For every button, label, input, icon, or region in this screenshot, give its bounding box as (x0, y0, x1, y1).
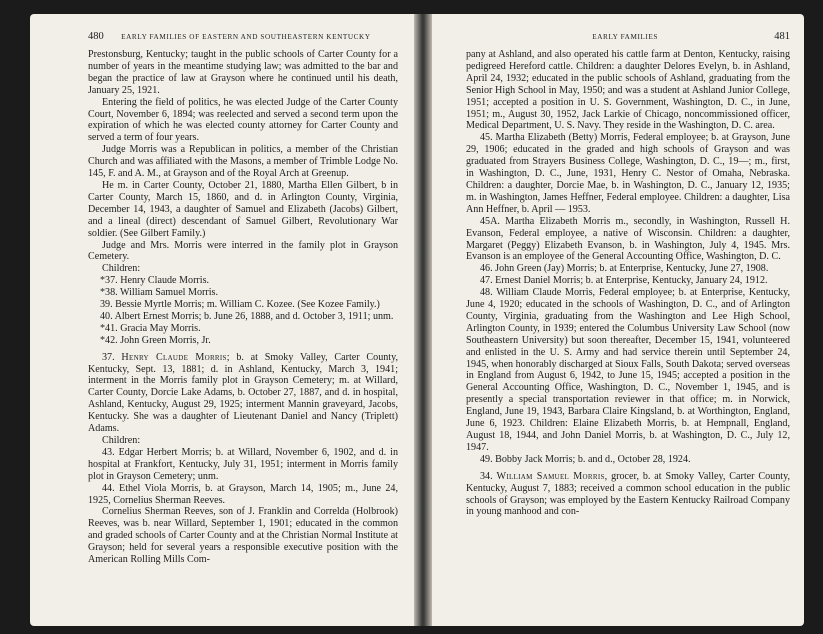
left-page-header (88, 31, 398, 49)
right-page-header (466, 31, 790, 49)
running-head: EARLY FAMILIES (592, 33, 659, 41)
paragraph: Judge Morris was a Republican in politics, a member of the Christian Church and was affiliated with the Masons, a member of Trimble Lodge No. 145, F. and A. M., at Grayson and of the Royal Arch at Greenup. (88, 144, 398, 180)
left-page (30, 14, 414, 626)
running-head: EARLY FAMILIES OF EASTERN AND SOUTHEASTERN KENTUCKY (121, 33, 371, 41)
paragraph: 40. Albert Ernest Morris; b. June 26, 1888, and d. October 3, 1911; unm. (100, 310, 394, 322)
paragraph: *38. William Samuel Morris. (100, 287, 218, 299)
page-number: 481 (774, 31, 790, 42)
paragraph: Entering the field of politics, he was elected Judge of the Carter County Court, November 6, 1894; was reelected and served a second term upon the expiration of which he was elected county attorney for Carter County and served a term of four years. (88, 96, 398, 144)
paragraph: 45. Martha Elizabeth (Betty) Morris, Federal employee; b. at Grayson, June 29, 1906; educated in the graded and high schools of Grayson and was graduated from Strayers Business College, Washington, D. C., 19—; m., first, in Washington, D. C., June, 1931, Henry C. Nestor of Omaha, Nebraska. Children: a daughter, Dorcie Mae, b. in Washington, D. C., January 12, 1935; m. in Washington, James Heffner, Federal employee. Children: a daughter, Lisa Ann Heffner, b. April — 1953. (466, 132, 790, 215)
right-page-body (466, 49, 790, 518)
paragraph: 37. Henry Claude Morris; b. at Smoky Valley, Carter County, Kentucky, Sept. 13, 1881; d. in Ashland, Kentucky, March 3, 1941; interment in the Morris family plot in Grayson Cemetery; m. at Willard, Carter County, Dorcie Lake Adams, b. October 27, 1887, and d. in hospital, Ashland, Kentucky, August 29, 1925; interment Mannin graveyard, Jacobs, Kentucky. She was a daughter of Lieutenant Daniel and Nancy (Triplett) Adams. (88, 351, 399, 435)
page-number: 480 (88, 31, 104, 42)
paragraph: 47. Ernest Daniel Morris; b. at Enterprise, Kentucky, January 24, 1912. (480, 275, 768, 287)
person-name: Henry Claude Morris (121, 351, 227, 363)
person-name: William Samuel Morris (496, 470, 605, 482)
paragraph: Cornelius Sherman Reeves, son of J. Franklin and Correlda (Holbrook) Reeves, was b. near Willard, September 1, 1901; educated in the common and graded schools of Carter County and at the Christian Normal Institute at Grayson; held for several years a responsible executive position with the American Rolling Mills Com- (88, 506, 398, 566)
book-gutter (414, 14, 432, 626)
paragraph: Children: (102, 435, 141, 446)
paragraph: 43. Edgar Herbert Morris; b. at Willard, November 6, 1902, and d. in hospital at Frankfort, Kentucky, July 31, 1951; interment in Morris family plot in Grayson Cemetery; unm. (88, 446, 398, 482)
paragraph: 45A. Martha Elizabeth Morris m., secondly, in Washington, Russell H. Evanson, Federal employee, a native of Wisconsin. Children: a daughter, Margaret (Peggy) Elizabeth Evanson, b. in Washington, July 4, 1945. Mrs. Evanson is an employee of the General Accounting Office, Washington, D. C. (466, 215, 790, 263)
right-page (432, 14, 804, 626)
paragraph: 48. William Claude Morris, Federal employee; b. at Enterprise, Kentucky, June 4, 1920; educated in the schools of Washington, D. C., and of Arlington County, Virginia, graduating from the Washington and Lee High School, Arlington County, in 1939; entered the Columbus University Law School (now Southeastern University) but soon thereafter, December 15, 1941, volunteered and enlisted in the U. S. Army and had service therein until September 24, 1945, when honorably discharged at Sioux Falls, South Dakota; served overseas in England from August 6, 1942, to June 15, 1945; accepted a position in the General Accounting Office, Washington, D. C., November 1, 1945, and is presently a special transportation reviewer in that office; m. in Norwick, England, June 19, 1943, Barbara Claire Kingsland, b. at Worthington, England, June 6, 1923. Children: Elaine Elizabeth Morris, b. at Hempnall, England, August 18, 1944, and John Daniel Morris, b. at Washington, D. C., July 12, 1947. (466, 287, 790, 453)
paragraph: Children: (102, 263, 141, 275)
paragraph: 44. Ethel Viola Morris, b. at Grayson, March 14, 1905; m., June 24, 1925, Cornelius Sherman Reeves. (88, 482, 398, 506)
paragraph: 46. John Green (Jay) Morris; b. at Enterprise, Kentucky, June 27, 1908. (480, 263, 769, 275)
left-page-body (88, 49, 398, 566)
paragraph: 39. Bessie Myrtle Morris; m. William C. Kozee. (See Kozee Family.) (100, 299, 380, 311)
paragraph: *37. Henry Claude Morris. (100, 275, 210, 287)
paragraph: 49. Bobby Jack Morris; b. and d., October 28, 1924. (480, 453, 691, 465)
paragraph: 34. William Samuel Morris, grocer, b. at Smoky Valley, Carter County, Kentucky, August 7, 1883; received a common school education in the public schools of Grayson; was employed by the Eastern Kentucky Railroad Company in young manhood and con- (466, 470, 790, 518)
paragraph: *41. Gracia May Morris. (100, 322, 201, 334)
paragraph: pany at Ashland, and also operated his cattle farm at Denton, Kentucky, raising pedigreed Hereford cattle. Children: a daughter Delores Evelyn, b. in Ashland, April 24, 1932; educated in the public schools of Ashland, graduating from the Senior High School in May, 1950; and was a student at Ashland Junior College, 1951; accepted a position in U. S. Government, Washington, D. C., in June, 1951; m., August 30, 1952, Jack Larkie of Chicago, noncommissioned officer, Medical Department, U. S. Navy. They reside in the Washington, D. C. area. (466, 49, 790, 132)
paragraph: *42. John Green Morris, Jr. (100, 334, 211, 346)
paragraph: Judge and Mrs. Morris were interred in the family plot in Grayson Cemetery. (88, 239, 398, 263)
paragraph: He m. in Carter County, October 21, 1880, Martha Ellen Gilbert, b in Carter County, March 15, 1860, and d. in Arlington County, Virginia, December 14, 1943, a daughter of Samuel and Elizabeth (Jacobs) Gilbert, and a lineal (direct) descendant of Samuel Gilbert, Revolutionary War soldier. (See Gilbert Family.) (88, 179, 398, 239)
paragraph: Prestonsburg, Kentucky; taught in the public schools of Carter County for a number of years in the meantime studying law; was admitted to the bar and began the practice of law at Grayson where he continued until his death, January 25, 1921. (88, 49, 398, 96)
